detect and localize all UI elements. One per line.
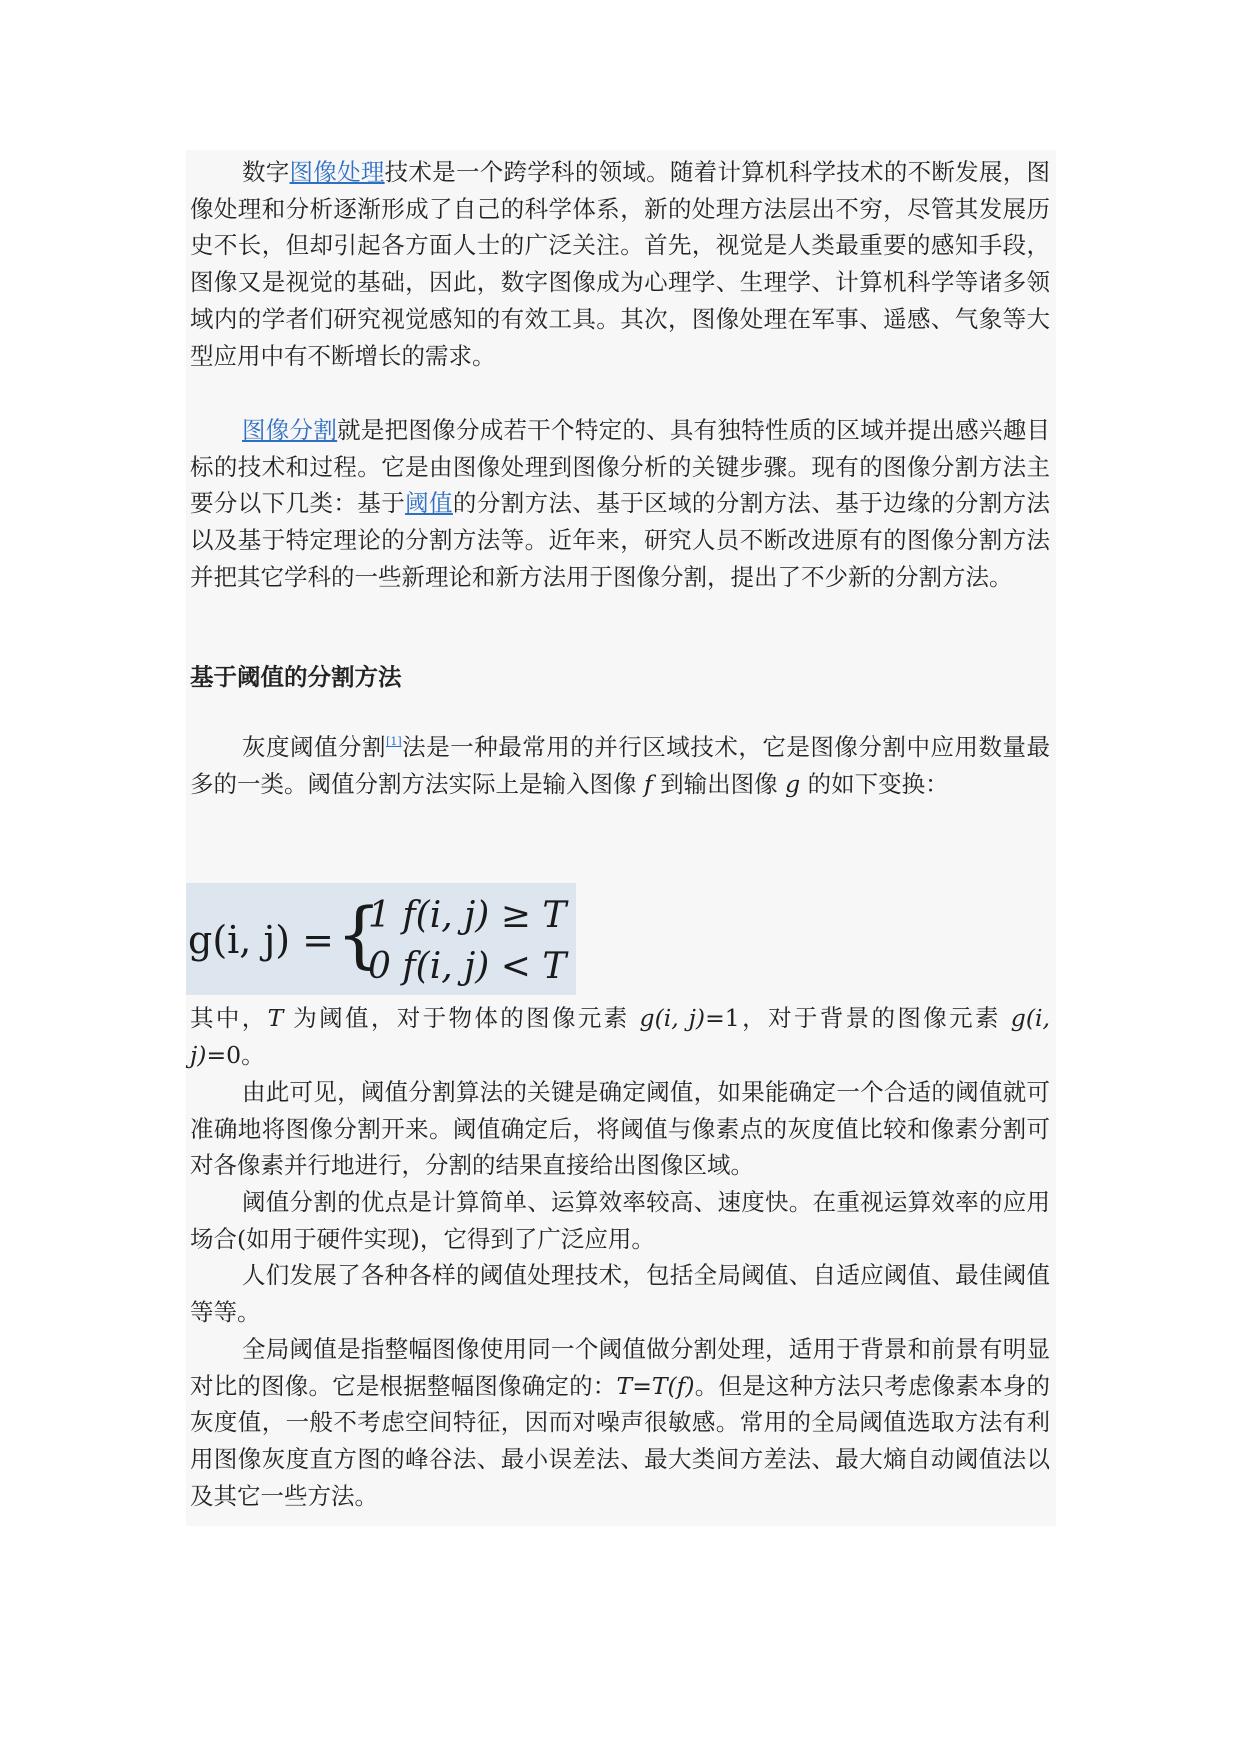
formula-lhs: g(i, j) =: [188, 918, 334, 962]
paragraph-intro: [190, 154, 1050, 374]
text: 为阈值，对于物体的图像元素: [283, 1004, 640, 1032]
formula-image: [186, 883, 576, 995]
text: 的如下变换：: [800, 769, 949, 798]
paragraph-segmentation: [190, 412, 1050, 596]
math-variable: g: [785, 769, 801, 798]
text: 数字: [242, 158, 290, 186]
math-variable: f: [643, 769, 653, 798]
text: 其中，: [190, 1004, 268, 1032]
formula-row-1: 1 f(i, j) ≥ T: [368, 895, 567, 936]
math-variable: T: [267, 1004, 284, 1032]
text: 全局阈值是指整幅图像使用同一个阈值做分割处理，适用于背景和前景有明显对比的图像。它是根据整幅图像确定的：: [190, 1335, 1050, 1400]
math-variable: g(i, j): [190, 1004, 1050, 1069]
text: 技术是一个跨学科的领域。随着计算机科学技术的不断发展，图像处理和分析逐渐形成了自己的科学体系，新的处理方法层出不穷，尽管其发展历史不长，但却引起各方面人士的广泛关注。首先，视觉是人类最重要的感知手段，图像又是视觉的基础，因此，数字图像成为心理学、生理学、计算机科学等诸多领域内的学者们研究视觉感知的有效工具。其次，图像处理在军事、遥感、气象等大型应用中有不断增长的需求。: [190, 158, 1051, 370]
citation-link[interactable]: [1]: [386, 735, 402, 748]
paragraph-global-threshold: [190, 1331, 1050, 1515]
paragraph-advantages: 阈值分割的优点是计算简单、运算效率较高、速度快。在重视运算效率的应用场合(如用于硬件实现)，它得到了广泛应用。: [190, 1188, 1050, 1253]
text: 法是一种最常用的并行区域技术，它是图像分割中应用数量最多的一类。阈值分割方法实际上是输入图像: [190, 733, 1051, 798]
formula-brace: {: [336, 892, 382, 976]
text: =0。: [206, 1040, 265, 1069]
paragraph-where: [190, 1000, 1050, 1073]
section-heading: 基于阈值的分割方法: [190, 663, 402, 691]
text: =1，对于背景的图像元素: [705, 1004, 1011, 1032]
text: 就是把图像分成若干个特定的、具有独特性质的区域并提出感兴趣目标的技术和过程。它是由图像处理到图像分析的关键步骤。现有的图像分割方法主要分以下几类：基于: [190, 416, 1051, 518]
link-threshold[interactable]: 阈值: [405, 489, 453, 518]
math-variable: T=T(f): [616, 1371, 695, 1400]
text: 的分割方法、基于区域的分割方法、基于边缘的分割方法以及基于特定理论的分割方法等。近年来，研究人员不断改进原有的图像分割方法并把其它学科的一些新理论和新方法用于图像分割，提出了不少新的分割方法。: [190, 489, 1051, 591]
paragraph-gray-threshold: [190, 724, 1050, 802]
math-variable: g(i, j): [639, 1004, 706, 1032]
text: 。但是这种方法只考虑像素本身的灰度值，一般不考虑空间特征，因而对噪声很敏感。常用的全局阈值选取方法有利用图像灰度直方图的峰谷法、最小误差法、最大类间方差法、最大熵自动阈值法以及其它一些方法。: [190, 1371, 1051, 1510]
document-body: [186, 150, 1056, 1526]
link-image-segmentation[interactable]: 图像分割: [242, 416, 338, 444]
paragraph-techniques: 人们发展了各种各样的阈值处理技术，包括全局阈值、自适应阈值、最佳阈值等等。: [190, 1261, 1050, 1326]
formula-row-2: 0 f(i, j) < T: [368, 946, 567, 987]
text: 到输出图像: [652, 769, 786, 798]
text: 灰度阈值分割: [242, 733, 387, 761]
link-image-processing[interactable]: 图像处理: [289, 158, 385, 186]
paragraph-key: 由此可见，阈值分割算法的关键是确定阈值，如果能确定一个合适的阈值就可准确地将图像分割开来。阈值确定后，将阈值与像素点的灰度值比较和像素分割可对各像素并行地进行，分割的结果直接给出图像区域。: [190, 1078, 1050, 1180]
